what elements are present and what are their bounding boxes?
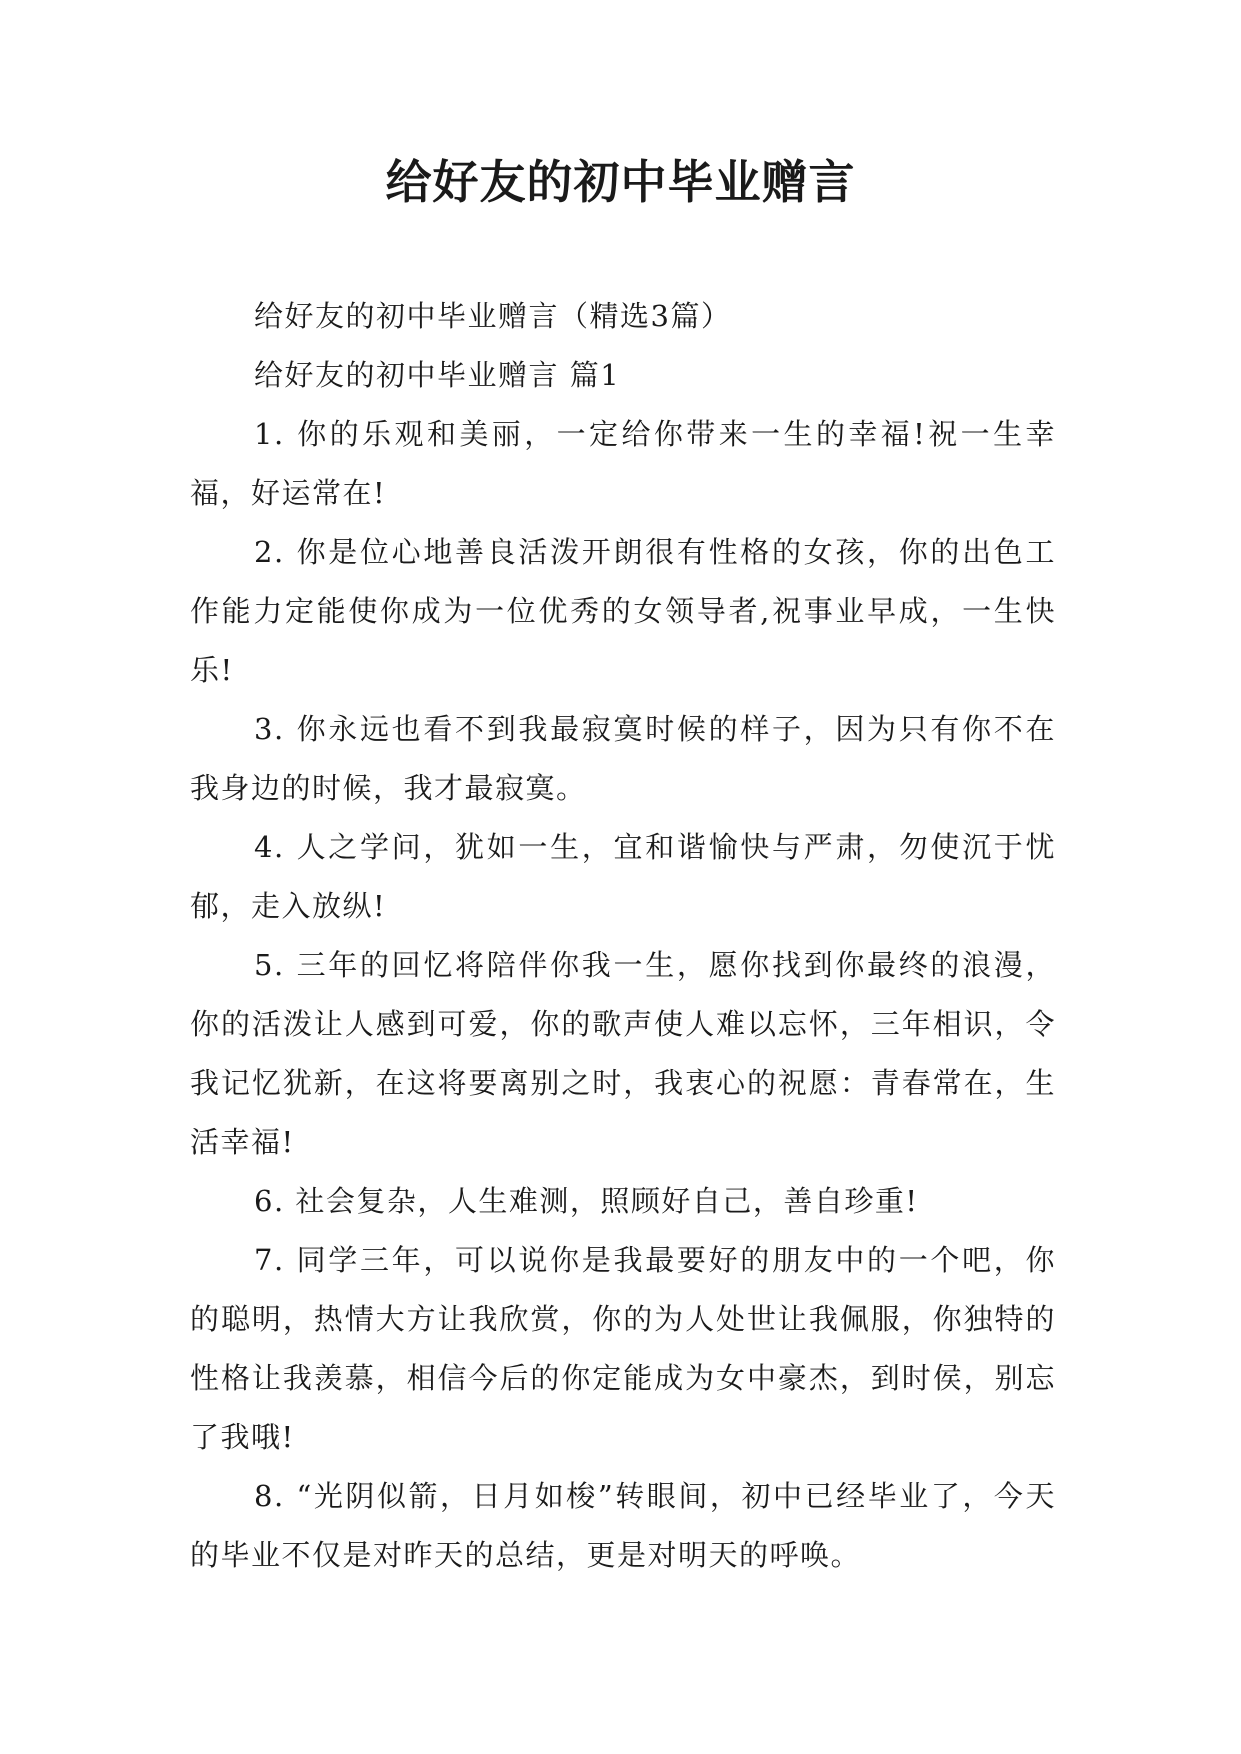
body-paragraph-3: 3. 你永远也看不到我最寂寞时候的样子，因为只有你不在我身边的时候，我才最寂寞。: [190, 712, 1056, 805]
body-paragraph-4: 4. 人之学问，犹如一生，宜和谐愉快与严肃，勿使沉于忧郁，走入放纵!: [190, 830, 1056, 923]
body-paragraph-2: 2. 你是位心地善良活泼开朗很有性格的女孩，你的出色工作能力定能使你成为一位优秀的女领导者,祝事业早成，一生快乐!: [190, 535, 1056, 687]
body-paragraph-6: 6. 社会复杂，人生难测，照顾好自己，善自珍重!: [254, 1184, 919, 1218]
body-paragraph-5: 5. 三年的回忆将陪伴你我一生，愿你找到你最终的浪漫，你的活泼让人感到可爱，你的歌声使人难以忘怀，三年相识，令我记忆犹新，在这将要离别之时，我衷心的祝愿：青春常在，生活幸福!: [190, 948, 1056, 1159]
document-title: 给好友的初中毕业赠言: [385, 155, 856, 209]
subtitle-paragraph: 给好友的初中毕业赠言（精选3篇）: [254, 299, 732, 333]
body-paragraph-8: 8. “光阴似箭，日月如梭”转眼间，初中已经毕业了，今天的毕业不仅是对昨天的总结，更是对明天的呼唤。: [190, 1479, 1056, 1572]
document-body: [190, 287, 1056, 1585]
section-heading: 给好友的初中毕业赠言 篇1: [254, 358, 621, 392]
body-paragraph-1: 1. 你的乐观和美丽，一定给你带来一生的幸福!祝一生幸福，好运常在!: [190, 417, 1056, 510]
body-paragraph-7: 7. 同学三年，可以说你是我最要好的朋友中的一个吧，你的聪明，热情大方让我欣赏，你的为人处世让我佩服，你独特的性格让我羡慕，相信今后的你定能成为女中豪杰，到时侯，别忘了我哦!: [190, 1243, 1056, 1454]
